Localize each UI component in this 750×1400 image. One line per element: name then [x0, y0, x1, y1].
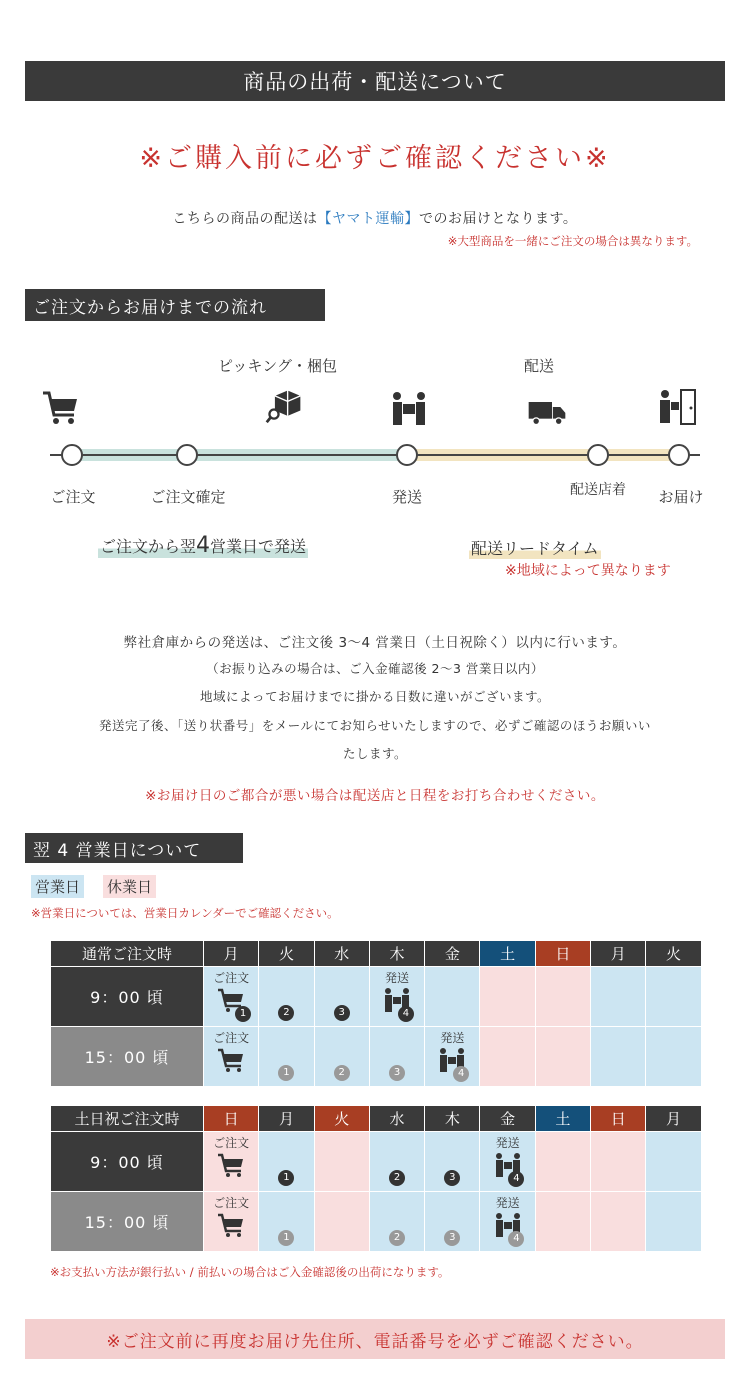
table1-day: 火 [259, 941, 314, 967]
step-confirm: ご注文確定 [150, 488, 226, 506]
calendar-cell [535, 1192, 590, 1252]
calendar-holiday-order [50, 1105, 702, 1252]
table2-day: 月 [259, 1106, 314, 1132]
highlight1-num: 4 [196, 533, 211, 558]
step-badge: 1 [235, 1006, 251, 1022]
step-badge: 4 [508, 1171, 524, 1187]
table1-day: 日 [535, 941, 590, 967]
table1-day: 木 [369, 941, 424, 967]
payment-note: ※お支払い方法が銀行払い / 前払いの場合はご入金確認後の出荷になります。 [50, 1265, 450, 1279]
step-arrive: 配送店着 [570, 482, 626, 498]
calendar-cell [314, 1027, 369, 1087]
delivery-label: 配送 [524, 357, 555, 375]
picking-label: ピッキング・梱包 [218, 357, 337, 375]
calendar-cell [535, 1027, 590, 1087]
table1-day: 火 [646, 941, 701, 967]
table2-day: 火 [314, 1106, 369, 1132]
intro-pre: こちらの商品の配送は [172, 211, 318, 227]
step-badge: 3 [444, 1230, 460, 1246]
body-line-4: 発送完了後、「送り状番号」をメールにてお知らせいたしますので、必ずご確認のほうお願いい [99, 718, 651, 733]
order-label: ご注文 [213, 1031, 250, 1045]
order-label: ご注文 [213, 1196, 250, 1210]
step-badge: 2 [389, 1170, 405, 1186]
calendar-cell [480, 1027, 535, 1087]
highlight1-post: 営業日で発送 [210, 537, 307, 556]
intro-note: ※大型商品を一緒にご注文の場合は異なります。 [447, 234, 698, 248]
cart-icon [217, 1212, 245, 1238]
ship-in-4-days-highlight [98, 533, 308, 558]
row-label: 9：00 頃 [51, 1132, 204, 1192]
step-badge: 1 [278, 1230, 294, 1246]
step-badge: 3 [334, 1005, 350, 1021]
lead-time-highlight: 配送リードタイム [469, 536, 601, 559]
step-badge: 2 [334, 1065, 350, 1081]
step-badge: 2 [278, 1005, 294, 1021]
cart-icon [40, 387, 80, 427]
step-badge: 4 [398, 1006, 414, 1022]
calendar-cell [646, 967, 701, 1027]
table2-day: 日 [204, 1106, 259, 1132]
calendar-cell [204, 1027, 259, 1087]
timeline-node-confirm [176, 444, 198, 466]
calendar-cell [425, 1132, 480, 1192]
intro-post: でのお届けとなります。 [419, 211, 578, 227]
calendar-cell [646, 1132, 701, 1192]
truck-icon [527, 392, 567, 432]
page-title: 商品の出荷・配送について [243, 70, 507, 94]
timeline-node-order [61, 444, 83, 466]
calendar-cell [535, 1132, 590, 1192]
calendar-cell [425, 1192, 480, 1252]
business-days-note: ※営業日については、営業日カレンダーでご確認ください。 [31, 906, 339, 920]
calendar-cell [369, 1192, 424, 1252]
table2-day: 月 [646, 1106, 701, 1132]
table1-day: 月 [591, 941, 646, 967]
ship-label: 発送 [495, 1196, 520, 1210]
table2-day: 金 [480, 1106, 535, 1132]
legend-holiday: 休業日 [103, 875, 156, 898]
calendar-cell [259, 1027, 314, 1087]
page-title-bar [25, 61, 725, 101]
timeline-node-ship [396, 444, 418, 466]
calendar-cell [369, 1132, 424, 1192]
calendar-cell [259, 967, 314, 1027]
step-deliver: お届け [658, 488, 704, 506]
table2-day: 木 [425, 1106, 480, 1132]
step-badge: 1 [278, 1065, 294, 1081]
table1-day: 水 [314, 941, 369, 967]
legend-business-day: 営業日 [31, 875, 84, 898]
cart-icon [217, 1047, 245, 1073]
calendar-cell [646, 1192, 701, 1252]
ship-label: 発送 [440, 1031, 465, 1045]
cart-icon [217, 1152, 245, 1178]
ship-label: 発送 [385, 971, 410, 985]
calendar-cell [480, 967, 535, 1027]
calendar-cell [204, 1192, 259, 1252]
ship-label: 発送 [495, 1136, 520, 1150]
calendar-cell [591, 967, 646, 1027]
footer-warning-bar [25, 1319, 725, 1359]
row-label: 9：00 頃 [51, 967, 204, 1027]
table2-day: 日 [591, 1106, 646, 1132]
row-label: 15：00 頃 [51, 1027, 204, 1087]
calendar-cell [591, 1027, 646, 1087]
table1-day: 金 [425, 941, 480, 967]
row-label: 15：00 頃 [51, 1192, 204, 1252]
flow-section-title [25, 289, 325, 321]
calendar-cell [591, 1132, 646, 1192]
step-badge: 4 [453, 1066, 469, 1082]
table2-corner: 土日祝ご注文時 [51, 1106, 204, 1132]
business-days-title-text: 翌 4 営業日について [33, 840, 202, 861]
carrier-name: 【ヤマト運輸】 [317, 211, 420, 227]
package-search-icon [264, 385, 304, 425]
calendar-cell [369, 1027, 424, 1087]
calendar-cell [259, 1132, 314, 1192]
calendar-cell [480, 1192, 535, 1252]
calendar-cell [591, 1192, 646, 1252]
calendar-cell [425, 1027, 480, 1087]
body-line-2: （お振り込みの場合は、ご入金確認後 2〜3 営業日以内） [206, 661, 544, 676]
calendar-cell [259, 1192, 314, 1252]
highlight1-pre: ご注文から翌 [100, 537, 197, 556]
body-line-1: 弊社倉庫からの発送は、ご注文後 3〜4 営業日（土日祝除く）以内に行います。 [123, 635, 627, 651]
calendar-cell [204, 967, 259, 1027]
body-line-5: たします。 [342, 746, 407, 761]
calendar-cell [314, 1132, 369, 1192]
step-badge: 3 [389, 1065, 405, 1081]
delivery-date-note: ※お届け日のご都合が悪い場合は配送店と日程をお打ち合わせください。 [145, 788, 605, 804]
calendar-cell [369, 967, 424, 1027]
step-order: ご注文 [50, 488, 96, 506]
door-delivery-icon [657, 387, 697, 427]
order-label: ご注文 [213, 1136, 250, 1150]
handover-icon [389, 389, 429, 429]
calendar-cell [204, 1132, 259, 1192]
warning-title: ※ご購入前に必ずご確認ください※ [139, 143, 611, 174]
calendar-cell [314, 1192, 369, 1252]
table2-day: 水 [369, 1106, 424, 1132]
footer-warning-text: ※ご注文前に再度お届け先住所、電話番号を必ずご確認ください。 [106, 1331, 644, 1352]
timeline-node-deliver [668, 444, 690, 466]
business-days-section-title [25, 833, 243, 863]
table1-day: 土 [480, 941, 535, 967]
calendar-cell [480, 1132, 535, 1192]
order-label: ご注文 [213, 971, 250, 985]
table2-day: 土 [535, 1106, 590, 1132]
step-badge: 1 [278, 1170, 294, 1186]
calendar-cell [314, 967, 369, 1027]
step-badge: 4 [508, 1231, 524, 1247]
calendar-cell [425, 967, 480, 1027]
timeline-node-arrive [587, 444, 609, 466]
calendar-normal-order [50, 940, 702, 1087]
calendar-cell [535, 967, 590, 1027]
intro-text [0, 208, 750, 228]
body-line-3: 地域によってお届けまでに掛かる日数に違いがございます。 [199, 689, 550, 704]
step-badge: 2 [389, 1230, 405, 1246]
step-ship: 発送 [391, 488, 422, 506]
calendar-cell [646, 1027, 701, 1087]
step-badge: 3 [444, 1170, 460, 1186]
flow-section-title-text: ご注文からお届けまでの流れ [33, 297, 267, 318]
table1-corner: 通常ご注文時 [51, 941, 204, 967]
table1-day: 月 [204, 941, 259, 967]
lead-time-note: ※地域によって異なります [505, 563, 671, 579]
